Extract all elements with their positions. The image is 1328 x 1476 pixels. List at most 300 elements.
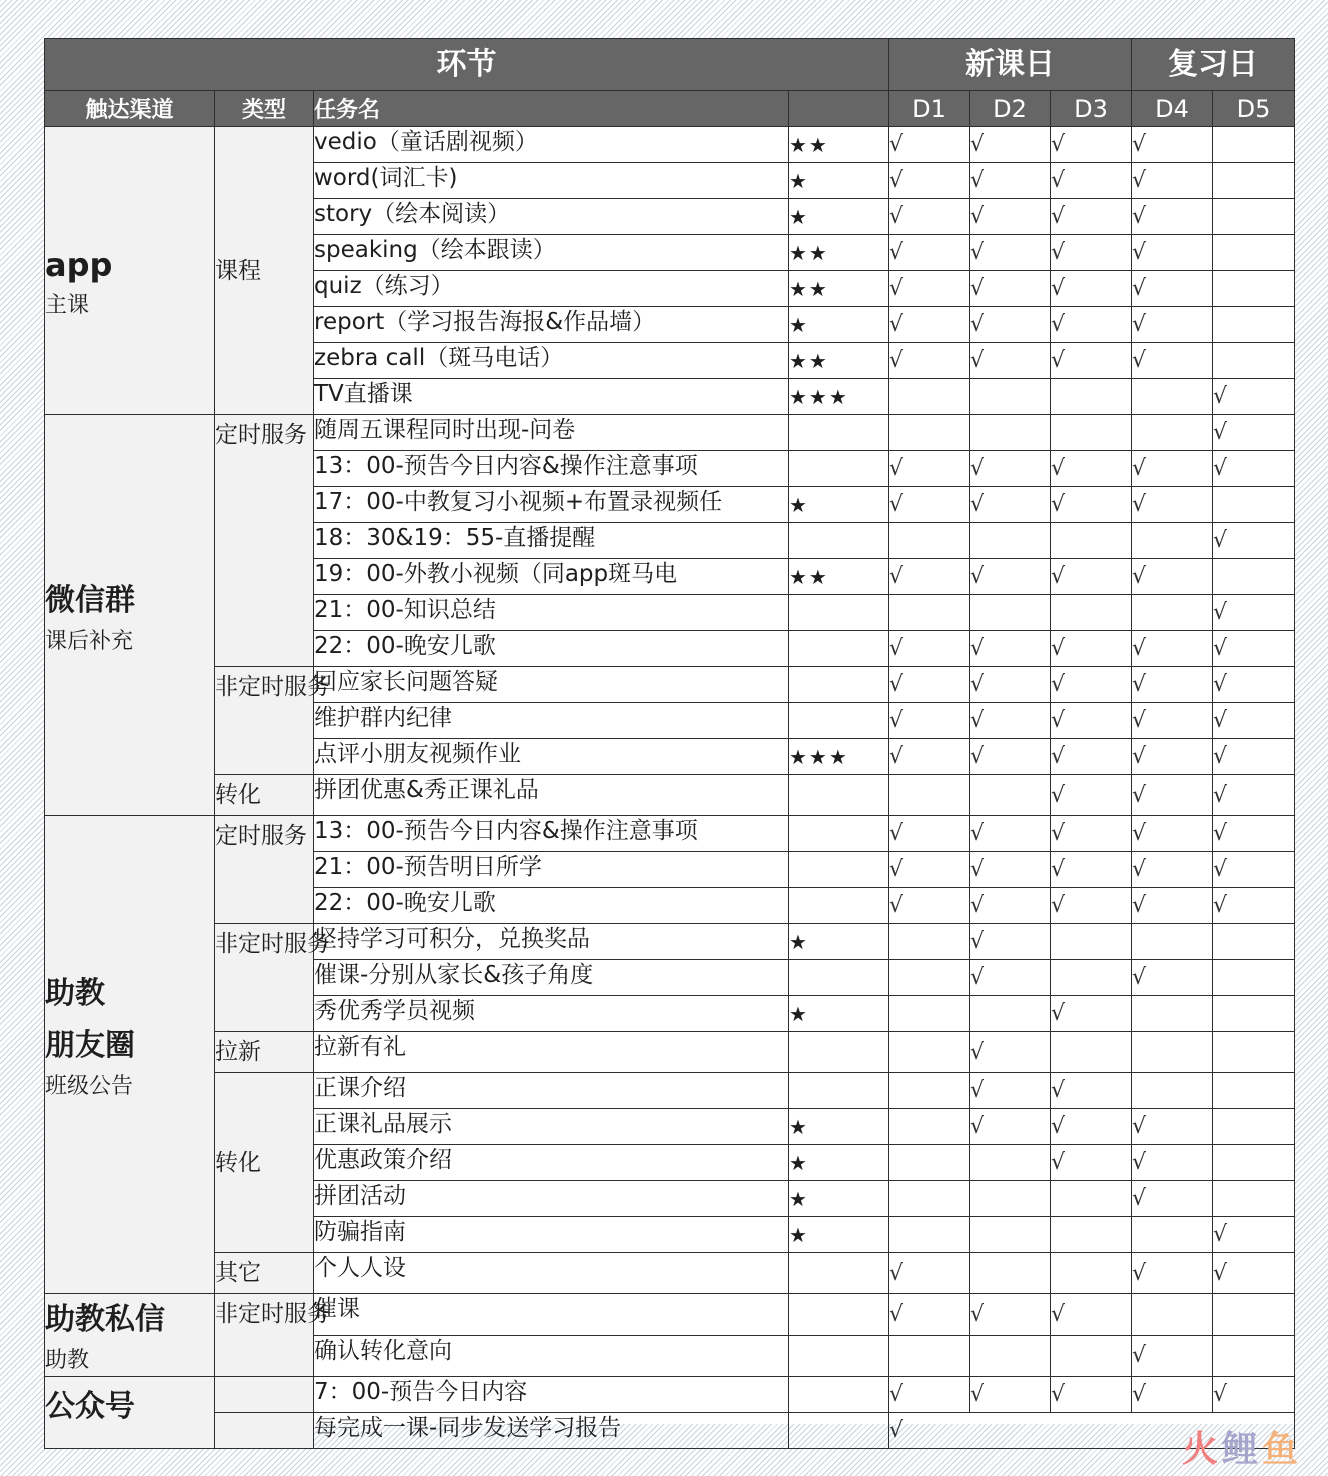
day-check: √ [1132, 451, 1213, 487]
day-check [1213, 960, 1295, 996]
day-check [1213, 559, 1295, 595]
day-check: √ [970, 703, 1051, 739]
day-check [1213, 1145, 1295, 1181]
day-check: √ [889, 451, 970, 487]
day-check [889, 1145, 970, 1181]
table-row [45, 1032, 1295, 1073]
day-check: √ [889, 1413, 1295, 1449]
type-cell-empty [215, 1413, 314, 1449]
star-rating [789, 1413, 889, 1449]
type-label: 定时服务 [215, 823, 307, 849]
task-name: 防骗指南 [314, 1217, 789, 1253]
day-check: √ [1051, 816, 1132, 852]
day-check: √ [970, 852, 1051, 888]
day-check: √ [1213, 888, 1295, 924]
day-check: √ [1132, 775, 1213, 816]
day-check: √ [1132, 631, 1213, 667]
star-rating [789, 415, 889, 451]
type-label: 其它 [215, 1260, 261, 1286]
table-row [45, 1413, 1295, 1449]
channel-subtitle: 助教 [45, 1348, 90, 1373]
star-rating [789, 852, 889, 888]
day-check [1051, 1253, 1132, 1294]
day-check [970, 1145, 1051, 1181]
task-name: 点评小朋友视频作业 [314, 739, 789, 775]
task-name: 个人人设 [314, 1253, 789, 1294]
type-col-header: 类型 [215, 91, 314, 127]
day-check: √ [970, 235, 1051, 271]
day-check [889, 523, 970, 559]
day-check: √ [970, 888, 1051, 924]
day-check [1213, 343, 1295, 379]
day-check [1213, 924, 1295, 960]
day-check: √ [970, 343, 1051, 379]
day-check: √ [889, 888, 970, 924]
task-col-header: 任务名 [314, 91, 789, 127]
day-check [1132, 595, 1213, 631]
day-col-header: D1 [889, 91, 970, 127]
channel-subtitle: 主课 [45, 293, 90, 318]
star-rating [789, 667, 889, 703]
task-name: zebra call（斑马电话） [314, 343, 789, 379]
table-row [45, 127, 1295, 163]
day-check: √ [970, 1294, 1051, 1336]
star-rating: ★★★ [789, 739, 889, 775]
schedule-table [44, 38, 1295, 1449]
task-name: 回应家长问题答疑 [314, 667, 789, 703]
day-check: √ [970, 1032, 1051, 1073]
day-check: √ [1132, 703, 1213, 739]
day-check: √ [1213, 523, 1295, 559]
day-check: √ [1051, 559, 1132, 595]
day-check: √ [1132, 487, 1213, 523]
task-name: 确认转化意向 [314, 1335, 789, 1377]
day-check: √ [970, 199, 1051, 235]
day-check: √ [1213, 1253, 1295, 1294]
channel-cell [45, 1294, 215, 1377]
day-check: √ [1213, 739, 1295, 775]
day-check: √ [1132, 343, 1213, 379]
day-check: √ [1051, 451, 1132, 487]
day-check: √ [1132, 1109, 1213, 1145]
star-rating [789, 631, 889, 667]
day-check [1213, 487, 1295, 523]
day-check: √ [1132, 1253, 1213, 1294]
star-rating [789, 1073, 889, 1109]
header-row-1 [45, 39, 1295, 91]
star-rating [789, 775, 889, 816]
day-check [889, 960, 970, 996]
day-check: √ [1051, 667, 1132, 703]
day-check: √ [1132, 235, 1213, 271]
type-label: 转化 [215, 782, 261, 808]
type-cell [215, 127, 314, 415]
day-check [1213, 271, 1295, 307]
day-check [970, 775, 1051, 816]
day-check: √ [970, 451, 1051, 487]
task-name: 21：00-预告明日所学 [314, 852, 789, 888]
day-check [1132, 379, 1213, 415]
day-check: √ [1132, 307, 1213, 343]
task-name: 13：00-预告今日内容&操作注意事项 [314, 816, 789, 852]
day-check: √ [1213, 415, 1295, 451]
star-rating [789, 1253, 889, 1294]
day-check: √ [970, 163, 1051, 199]
day-check: √ [889, 307, 970, 343]
star-rating [789, 960, 889, 996]
day-check [1132, 415, 1213, 451]
day-check: √ [1051, 775, 1132, 816]
task-name: 优惠政策介绍 [314, 1145, 789, 1181]
task-name: 22：00-晚安儿歌 [314, 631, 789, 667]
day-check: √ [1213, 667, 1295, 703]
type-cell [215, 1032, 314, 1073]
day-check [1132, 523, 1213, 559]
day-check: √ [1051, 1109, 1132, 1145]
day-check: √ [1213, 816, 1295, 852]
day-check: √ [970, 924, 1051, 960]
task-name: 7：00-预告今日内容 [314, 1377, 789, 1413]
day-check: √ [970, 739, 1051, 775]
task-name: quiz（练习） [314, 271, 789, 307]
table-row [45, 816, 1295, 852]
star-rating [789, 816, 889, 852]
day-check: √ [1213, 631, 1295, 667]
day-check: √ [1213, 451, 1295, 487]
day-check: √ [889, 487, 970, 523]
day-check: √ [1213, 852, 1295, 888]
day-check [1051, 415, 1132, 451]
stage-header: 环节 [45, 39, 889, 91]
star-rating: ★ [789, 1181, 889, 1217]
day-check: √ [1051, 163, 1132, 199]
task-name: story（绘本阅读） [314, 199, 789, 235]
day-check: √ [1132, 739, 1213, 775]
day-check: √ [889, 1253, 970, 1294]
channel-col-header: 触达渠道 [45, 91, 215, 127]
type-label: 课程 [215, 257, 261, 284]
day-check: √ [1132, 1335, 1213, 1377]
day-check: √ [970, 960, 1051, 996]
task-name: 随周五课程同时出现-问卷 [314, 415, 789, 451]
day-check: √ [1213, 379, 1295, 415]
task-name: 拼团优惠&秀正课礼品 [314, 775, 789, 816]
day-col-header: D4 [1132, 91, 1213, 127]
day-check: √ [970, 631, 1051, 667]
day-check [889, 415, 970, 451]
day-check: √ [889, 739, 970, 775]
day-check: √ [1051, 852, 1132, 888]
type-cell [215, 1294, 330, 1377]
day-col-header: D3 [1051, 91, 1132, 127]
task-name: 21：00-知识总结 [314, 595, 789, 631]
day-check [1132, 996, 1213, 1032]
day-check [970, 379, 1051, 415]
type-cell [215, 924, 330, 1032]
task-name: 每完成一课-同步发送学习报告 [314, 1413, 789, 1449]
star-rating: ★ [789, 199, 889, 235]
day-check: √ [970, 127, 1051, 163]
day-check [889, 1335, 970, 1377]
day-check [889, 595, 970, 631]
day-check: √ [1051, 487, 1132, 523]
day-check [1213, 1181, 1295, 1217]
day-check: √ [1132, 559, 1213, 595]
day-check: √ [1132, 199, 1213, 235]
type-cell [215, 415, 314, 667]
day-check: √ [889, 1377, 970, 1413]
day-check: √ [1213, 595, 1295, 631]
star-rating: ★★ [789, 559, 889, 595]
star-rating [789, 1377, 889, 1413]
day-check [970, 996, 1051, 1032]
day-check [1213, 307, 1295, 343]
task-name: 19：00-外教小视频（同app斑马电 [314, 559, 789, 595]
day-check [970, 523, 1051, 559]
star-rating: ★ [789, 163, 889, 199]
day-check: √ [970, 559, 1051, 595]
type-cell [215, 1253, 314, 1294]
star-rating [789, 888, 889, 924]
day-check: √ [889, 667, 970, 703]
day-check: √ [1051, 199, 1132, 235]
day-check: √ [1132, 667, 1213, 703]
day-check: √ [1213, 703, 1295, 739]
task-name: 13：00-预告今日内容&操作注意事项 [314, 451, 789, 487]
star-rating: ★ [789, 924, 889, 960]
day-check: √ [1051, 1073, 1132, 1109]
star-rating: ★ [789, 996, 889, 1032]
table-row [45, 1377, 1295, 1413]
channel-title: 助教 [45, 976, 105, 1011]
task-name: report（学习报告海报&作品墙） [314, 307, 789, 343]
day-check [970, 415, 1051, 451]
type-cell [215, 775, 314, 816]
day-check [1132, 1032, 1213, 1073]
star-rating: ★ [789, 487, 889, 523]
task-name: speaking（绘本跟读） [314, 235, 789, 271]
day-check [970, 1335, 1051, 1377]
channel-cell [45, 415, 215, 816]
task-name: 拼团活动 [314, 1181, 789, 1217]
day-check [889, 1073, 970, 1109]
star-rating: ★★ [789, 343, 889, 379]
watermark-logo: 火鲤鱼 [1181, 1429, 1302, 1470]
star-rating: ★★ [789, 271, 889, 307]
day-check [1213, 163, 1295, 199]
task-name: word(词汇卡) [314, 163, 789, 199]
day-check [1213, 1335, 1295, 1377]
day-check [889, 1181, 970, 1217]
day-check [1051, 523, 1132, 559]
day-check [1213, 1294, 1295, 1336]
type-label: 转化 [215, 1149, 261, 1176]
day-check: √ [970, 487, 1051, 523]
day-check: √ [889, 163, 970, 199]
star-rating: ★★ [789, 235, 889, 271]
day-check: √ [1051, 1294, 1132, 1336]
channel-title: app [45, 246, 113, 284]
channel-cell [45, 1377, 215, 1449]
day-check [1051, 960, 1132, 996]
day-check [970, 595, 1051, 631]
day-check: √ [1213, 775, 1295, 816]
day-check [1051, 1217, 1132, 1253]
day-check: √ [970, 667, 1051, 703]
task-name: 催课-分别从家长&孩子角度 [314, 960, 789, 996]
task-name: 正课礼品展示 [314, 1109, 789, 1145]
day-check: √ [1051, 996, 1132, 1032]
day-check: √ [1051, 1145, 1132, 1181]
day-check: √ [889, 343, 970, 379]
day-check [889, 1032, 970, 1073]
day-check [889, 1109, 970, 1145]
day-check [889, 775, 970, 816]
channel-title: 助教私信 [45, 1302, 165, 1337]
task-name: 17：00-中教复习小视频+布置录视频任 [314, 487, 789, 523]
star-rating [789, 523, 889, 559]
day-check [970, 1253, 1051, 1294]
day-col-header: D5 [1213, 91, 1295, 127]
day-check: √ [1051, 739, 1132, 775]
task-name: 秀优秀学员视频 [314, 996, 789, 1032]
day-check: √ [1132, 1377, 1213, 1413]
table-row [45, 1294, 1295, 1336]
task-name: 坚持学习可积分，兑换奖品 [314, 924, 789, 960]
day-check [1051, 379, 1132, 415]
day-check: √ [970, 307, 1051, 343]
day-check: √ [1051, 631, 1132, 667]
day-check: √ [1132, 852, 1213, 888]
channel-title: 公众号 [45, 1389, 135, 1424]
day-check [889, 924, 970, 960]
type-label: 非定时服务 [215, 1301, 330, 1327]
day-check [889, 996, 970, 1032]
channel-subtitle: 班级公告 [45, 1074, 134, 1099]
day-check: √ [1132, 271, 1213, 307]
channel-cell [45, 816, 215, 1294]
day-check [1132, 1217, 1213, 1253]
type-cell [215, 1073, 314, 1253]
star-rating [789, 1335, 889, 1377]
day-check: √ [1132, 1181, 1213, 1217]
day-check [1213, 1073, 1295, 1109]
type-cell [215, 816, 314, 924]
day-check: √ [889, 559, 970, 595]
type-cell [215, 667, 330, 775]
day-check [1213, 199, 1295, 235]
day-check [970, 1217, 1051, 1253]
type-label: 非定时服务 [215, 674, 330, 700]
day-check: √ [1051, 888, 1132, 924]
star-rating [789, 595, 889, 631]
day-check: √ [889, 1294, 970, 1336]
table-row [45, 415, 1295, 451]
task-name: 催课 [314, 1294, 789, 1336]
day-check [889, 379, 970, 415]
day-check: √ [1051, 271, 1132, 307]
task-name: vedio（童话剧视频） [314, 127, 789, 163]
task-name: 拉新有礼 [314, 1032, 789, 1073]
table-row [45, 1073, 1295, 1109]
day-check: √ [970, 1377, 1051, 1413]
day-check [1213, 235, 1295, 271]
day-check [1213, 127, 1295, 163]
header-row-2 [45, 91, 1295, 127]
stars-col-header [789, 91, 889, 127]
day-check [1051, 1181, 1132, 1217]
day-check: √ [1132, 127, 1213, 163]
task-name: TV直播课 [314, 379, 789, 415]
type-label: 非定时服务 [215, 931, 330, 957]
channel-subtitle: 课后补充 [45, 629, 134, 654]
table-row [45, 1253, 1295, 1294]
day-check [889, 1217, 970, 1253]
day-check: √ [1132, 163, 1213, 199]
star-rating: ★★ [789, 127, 889, 163]
day-check: √ [1051, 307, 1132, 343]
star-rating: ★ [789, 1145, 889, 1181]
day-check: √ [1132, 1145, 1213, 1181]
day-check [1051, 1335, 1132, 1377]
day-check: √ [889, 199, 970, 235]
day-check: √ [889, 127, 970, 163]
day-check: √ [1213, 1377, 1295, 1413]
day-check [1213, 1032, 1295, 1073]
new-day-header: 新课日 [889, 39, 1132, 91]
day-check: √ [970, 816, 1051, 852]
day-col-header: D2 [970, 91, 1051, 127]
day-check: √ [1213, 1217, 1295, 1253]
day-check [1051, 924, 1132, 960]
day-check: √ [889, 631, 970, 667]
day-check: √ [1132, 960, 1213, 996]
day-check: √ [889, 235, 970, 271]
type-label: 拉新 [215, 1039, 261, 1065]
task-name: 18：30&19：55-直播提醒 [314, 523, 789, 559]
task-name: 22：00-晚安儿歌 [314, 888, 789, 924]
task-name: 维护群内纪律 [314, 703, 789, 739]
type-cell-empty [215, 1377, 314, 1413]
star-rating [789, 451, 889, 487]
day-check [1132, 924, 1213, 960]
day-check: √ [889, 271, 970, 307]
star-rating [789, 703, 889, 739]
channel-cell [45, 127, 215, 415]
star-rating [789, 1294, 889, 1336]
day-check: √ [1051, 127, 1132, 163]
day-check: √ [1051, 343, 1132, 379]
task-name: 正课介绍 [314, 1073, 789, 1109]
day-check: √ [970, 271, 1051, 307]
day-check: √ [1132, 888, 1213, 924]
day-check: √ [1051, 1377, 1132, 1413]
day-check [970, 1181, 1051, 1217]
day-check [1213, 1109, 1295, 1145]
star-rating: ★ [789, 1217, 889, 1253]
channel-title: 朋友圈 [45, 1028, 135, 1063]
day-check [1051, 1032, 1132, 1073]
day-check: √ [970, 1109, 1051, 1145]
day-check: √ [970, 1073, 1051, 1109]
table-row [45, 775, 1295, 816]
day-check: √ [889, 816, 970, 852]
star-rating [789, 1032, 889, 1073]
day-check [1132, 1294, 1213, 1336]
channel-title: 微信群 [45, 583, 135, 618]
star-rating: ★ [789, 1109, 889, 1145]
day-check: √ [1051, 703, 1132, 739]
